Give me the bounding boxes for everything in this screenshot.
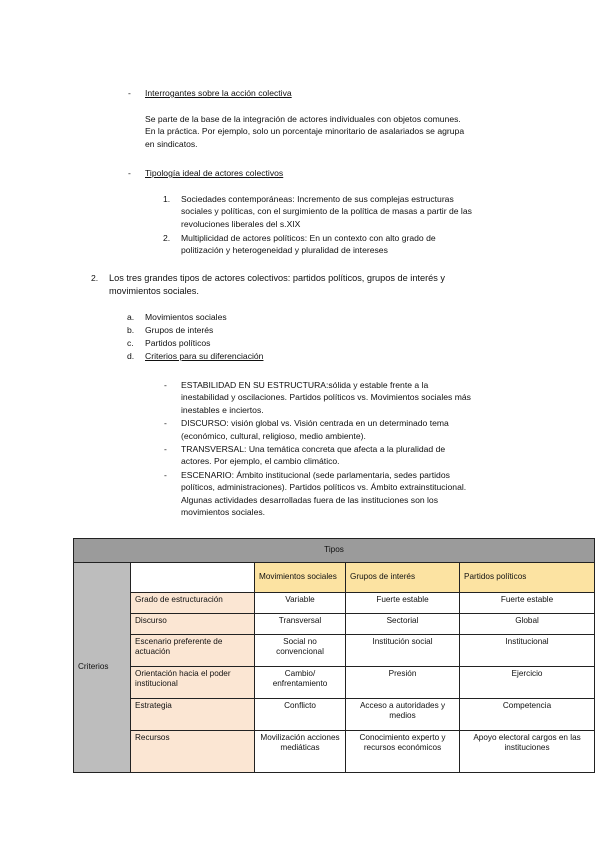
- heading-interrogantes: Interrogantes sobre la acción colectiva: [145, 88, 292, 98]
- heading-tipologia: Tipología ideal de actores colectivos: [145, 168, 284, 178]
- sub-list: [127, 311, 427, 363]
- empty-corner-cell: [131, 563, 255, 593]
- row-label: Discurso: [131, 614, 255, 635]
- list-item: [164, 469, 541, 519]
- table-cell: Sectorial: [346, 614, 460, 635]
- table-cell: Competencia: [460, 699, 595, 731]
- text-line: TRANSVERSAL: Una temática concreta que afecta a la pluralidad de: [181, 444, 446, 455]
- text-line: DISCURSO: visión global vs. Visión centrada en un determinado tema: [181, 418, 449, 429]
- list-item: [127, 324, 427, 337]
- column-header: Movimientos sociales: [255, 563, 346, 593]
- bullet-dash: -: [164, 418, 167, 429]
- list-marker: b.: [127, 325, 135, 335]
- list-marker: 2.: [163, 233, 171, 243]
- bullet-dash: -: [164, 469, 167, 480]
- table-cell: Conocimiento experto y recursos económicos: [346, 731, 460, 773]
- text-line: movimientos sociales.: [181, 507, 266, 518]
- table-cell: Institución social: [346, 635, 460, 667]
- text-line: ESCENARIO: Ámbito institucional (sede parlamentaria, sedes partidos: [181, 469, 450, 480]
- text-line: ESTABILIDAD EN SU ESTRUCTURA:sólida y estable frente a la: [181, 380, 429, 390]
- list-marker: d.: [127, 351, 135, 361]
- text-line: (económico, cultural, religioso, medio ambiente).: [181, 430, 366, 441]
- table-cell: Transversal: [255, 614, 346, 635]
- list-item: [164, 443, 541, 468]
- text-line: En la práctica. Por ejemplo, solo un porcentaje minoritario de asalariados se agrupa: [145, 126, 465, 137]
- paragraph-interrogantes: [145, 113, 565, 150]
- table-cell: Cambio/ enfrentamiento: [255, 667, 346, 699]
- bullet-dash: -: [128, 88, 131, 98]
- table-row: [74, 614, 595, 635]
- text-line: actores. Por ejemplo, el cambio climático.: [181, 456, 340, 467]
- table-cell: Social no convencional: [255, 635, 346, 667]
- list-item-label: Grupos de interés: [145, 325, 214, 335]
- list-marker: 2.: [91, 273, 99, 283]
- text-line: Los tres grandes tipos de actores colectivos: partidos políticos, grupos de interés y: [109, 273, 446, 283]
- list-item: [127, 311, 427, 324]
- list-marker: c.: [127, 338, 134, 348]
- table-cell: Apoyo electoral cargos en las instituciones: [460, 731, 595, 773]
- list-marker: a.: [127, 312, 135, 322]
- table-cell: Acceso a autoridades y medios: [346, 699, 460, 731]
- table-row: [74, 635, 595, 667]
- column-header: Partidos políticos: [460, 563, 595, 593]
- text-line: Se parte de la base de la integración de actores individuales con objetos comunes.: [145, 114, 461, 124]
- list-item-label: Movimientos sociales: [145, 312, 227, 322]
- text-line: politización y heterogeneidad y pluralidad de intereses: [181, 245, 388, 256]
- table-cell: Movilización acciones mediáticas: [255, 731, 346, 773]
- table-cell: Ejercicio: [460, 667, 595, 699]
- table-cell: Variable: [255, 593, 346, 614]
- text-line: inestables e inciertos.: [181, 404, 264, 415]
- table-cell: Fuerte estable: [346, 593, 460, 614]
- list-item: [127, 350, 427, 363]
- table-cell: Fuerte estable: [460, 593, 595, 614]
- table-row: [74, 593, 595, 614]
- text-line: Multiplicidad de actores políticos: En un contexto con alto grado de: [181, 233, 436, 243]
- text-line: Sociedades contemporáneas: Incremento de sus complejas estructuras: [181, 194, 454, 204]
- table-cell: Institucional: [460, 635, 595, 667]
- list-item: [164, 417, 541, 442]
- list-item: [127, 337, 427, 350]
- table-row: [74, 731, 595, 773]
- row-label: Grado de estructuración: [131, 593, 255, 614]
- row-label: Recursos: [131, 731, 255, 773]
- paragraph-point-2: [109, 272, 539, 298]
- text-line: inestabilidad y oscilaciones. Partidos políticos vs. Movimientos sociales más: [181, 392, 471, 403]
- list-item: [164, 379, 541, 416]
- table-cell: Presión: [346, 667, 460, 699]
- list-item-label: Partidos políticos: [145, 338, 211, 348]
- row-label: Escenario preferente de actuación: [131, 635, 255, 667]
- column-header: Grupos de interés: [346, 563, 460, 593]
- text-line: revoluciones liberales del s.XIX: [181, 218, 301, 229]
- table-row: [74, 667, 595, 699]
- text-line: en sindicatos.: [145, 138, 198, 149]
- table-cell: Global: [460, 614, 595, 635]
- table-title: Tipos: [74, 539, 595, 563]
- bullet-dash: -: [164, 444, 167, 455]
- tipos-table: [73, 538, 595, 773]
- row-label: Orientación hacia el poder institucional: [131, 667, 255, 699]
- criterios-label: Criterios: [74, 563, 131, 773]
- list-item: [163, 193, 581, 230]
- bullet-dash: -: [164, 380, 167, 390]
- row-label: Estrategia: [131, 699, 255, 731]
- text-line: políticos, administraciones). Partidos políticos vs. Ámbito extrainstitucional.: [181, 482, 467, 493]
- text-line: Algunas actividades desarrolladas fuera de las instituciones son los: [181, 494, 439, 505]
- list-item: [163, 232, 581, 257]
- list-marker: 1.: [163, 194, 171, 204]
- criteria-list: [164, 379, 541, 518]
- text-line: sociales y políticas, con el surgimiento de la política de masas a partir de las: [181, 206, 472, 217]
- bullet-dash: -: [128, 168, 131, 178]
- table-cell: Conflicto: [255, 699, 346, 731]
- text-line: movimientos sociales.: [109, 286, 199, 296]
- table-row: [74, 699, 595, 731]
- list-item-label: Criterios para su diferenciación: [145, 351, 264, 361]
